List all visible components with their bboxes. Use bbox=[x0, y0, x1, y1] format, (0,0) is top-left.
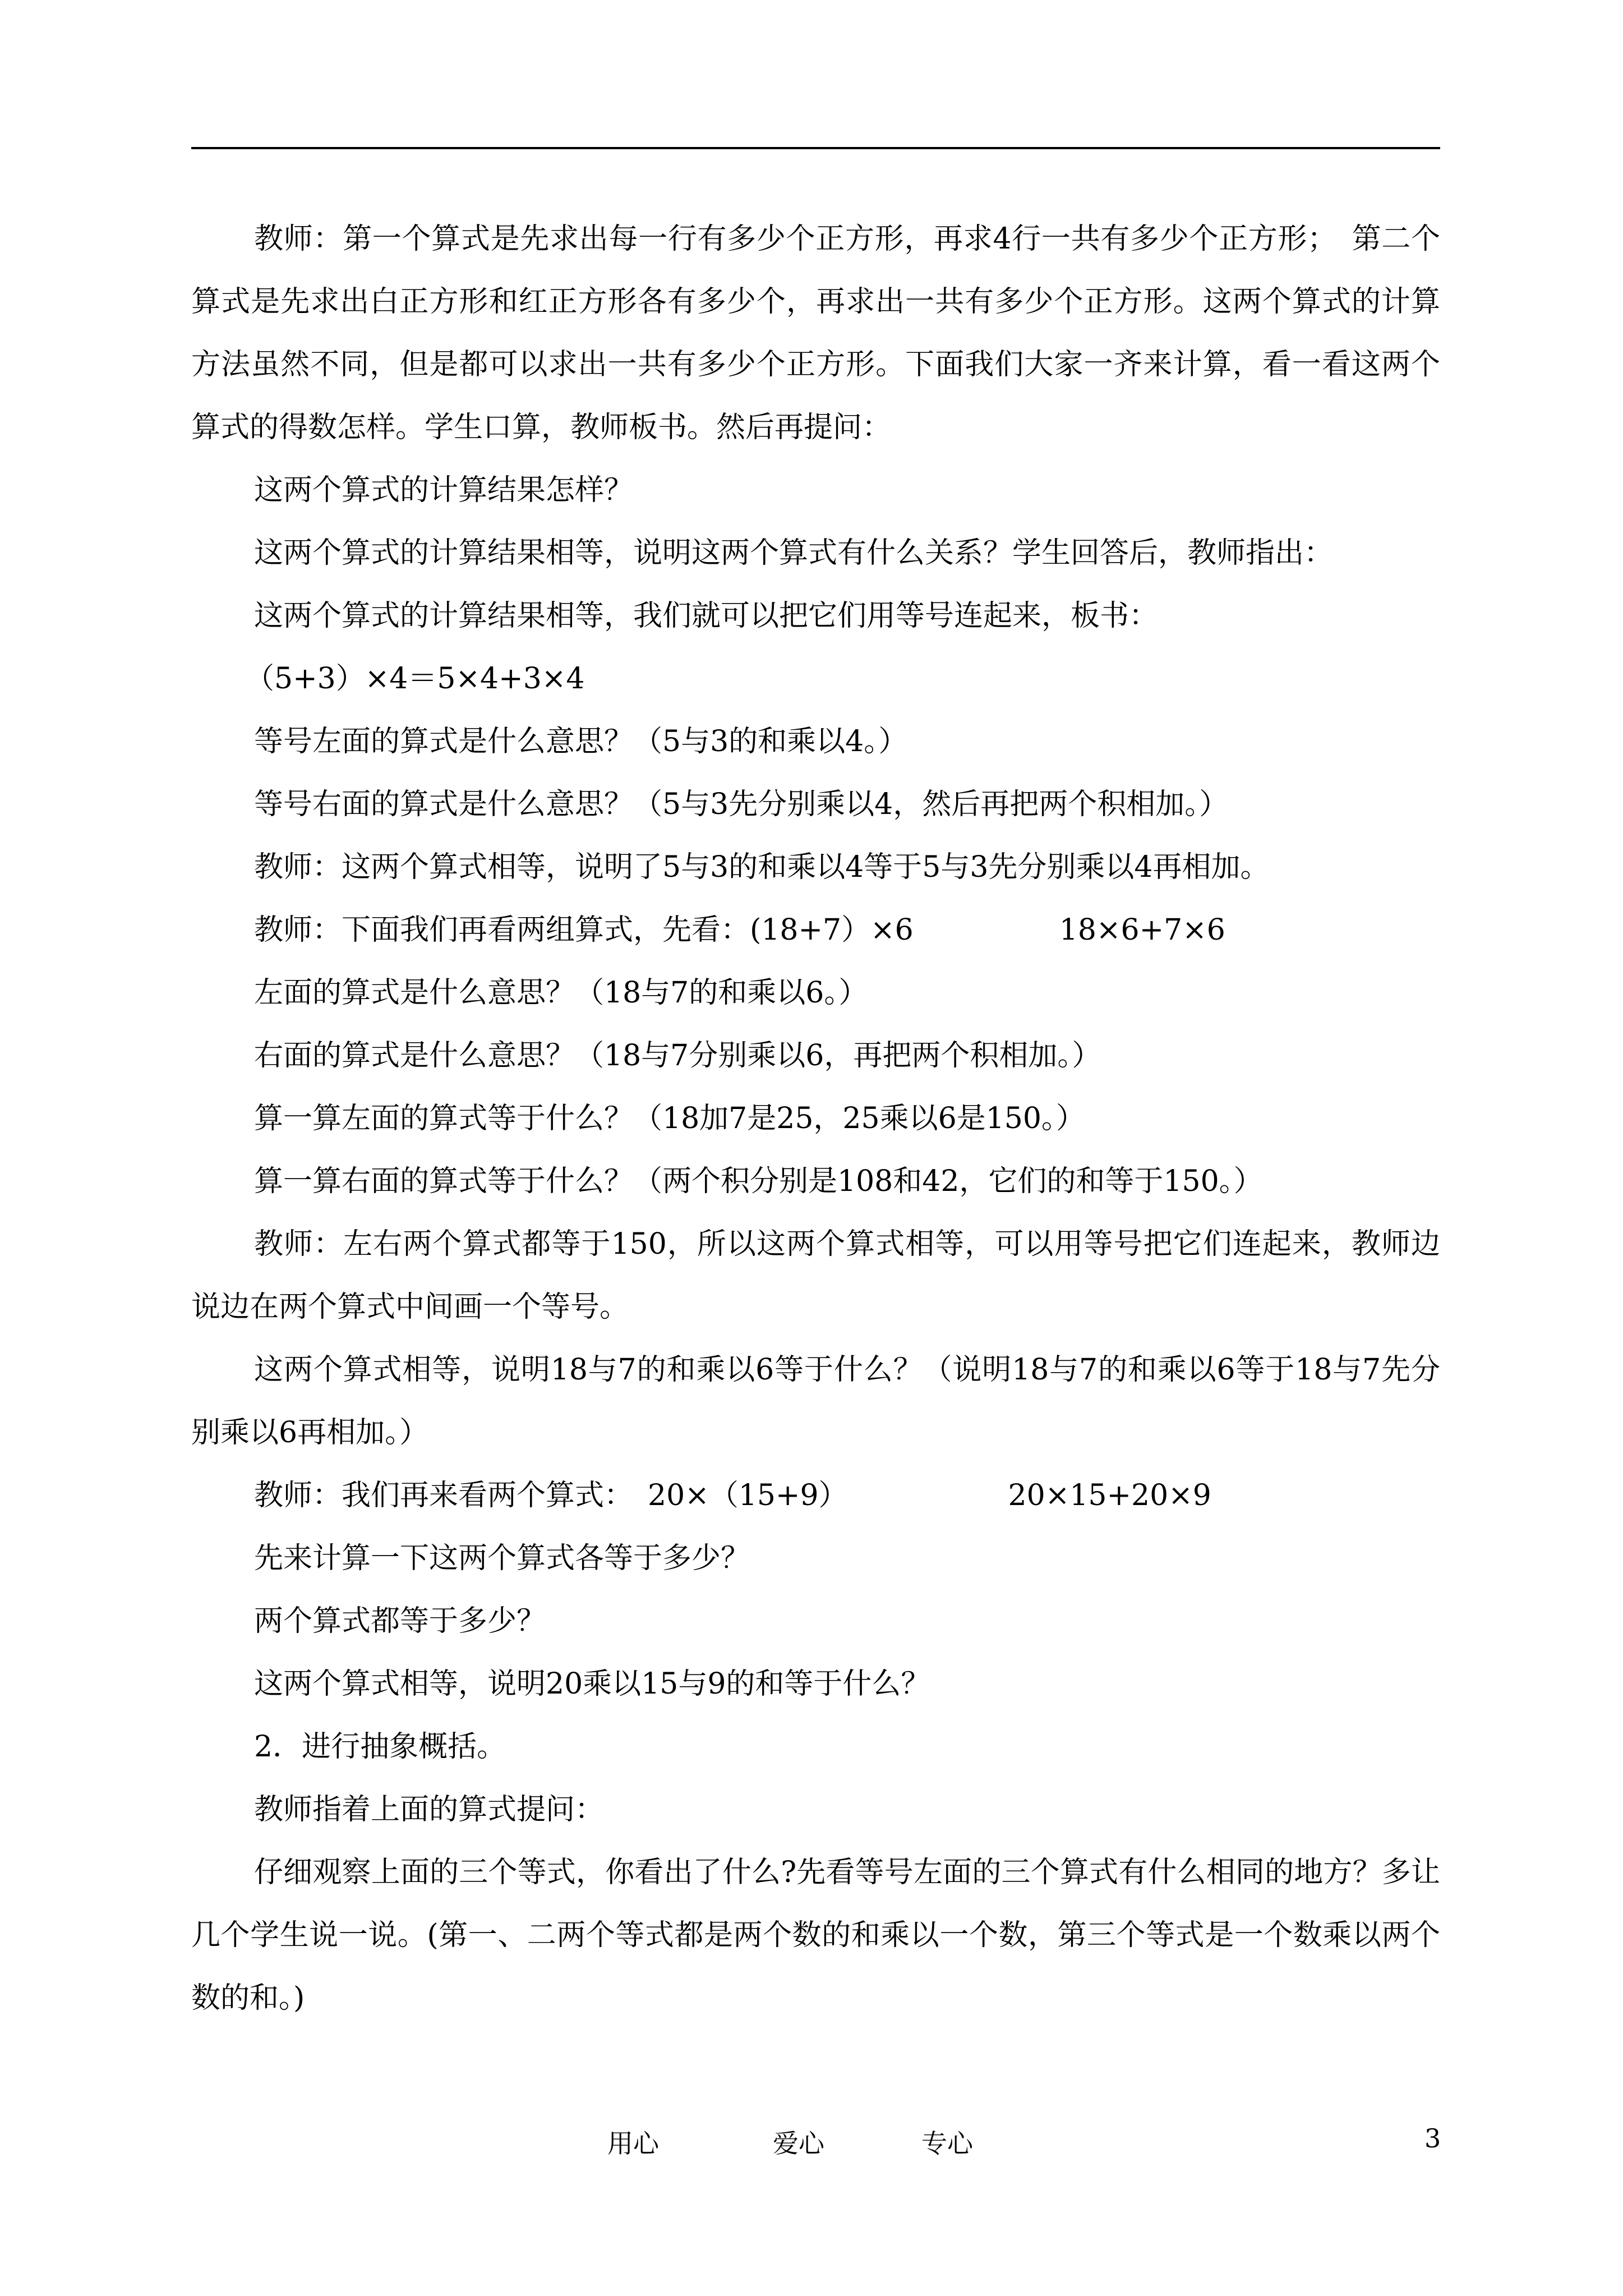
paragraph: 先来计算一下这两个算式各等于多少？ bbox=[254, 1542, 750, 1575]
paragraph: 等号左面的算式是什么意思？（5与3的和乘以4。） bbox=[254, 725, 908, 758]
paragraph: 等号右面的算式是什么意思？（5与3先分别乘以4，然后再把两个积相加。） bbox=[254, 788, 1229, 821]
formula-line: （5+3）×4＝5×4+3×4 bbox=[245, 662, 585, 696]
paragraph: 教师：我们再来看两个算式： 20×（15+9） 20×15+20×9 bbox=[254, 1479, 1211, 1512]
paragraph: 算一算左面的算式等于什么？（18加7是25，25乘以6是150。） bbox=[254, 1102, 1085, 1135]
section-heading: 2．进行抽象概括。 bbox=[254, 1730, 506, 1764]
footer-motto: 爱心 bbox=[773, 2128, 824, 2159]
header-rule bbox=[191, 147, 1440, 149]
paragraph: 这两个算式的计算结果相等，我们就可以把它们用等号连起来，板书： bbox=[254, 599, 1159, 633]
paragraph: 教师：第一个算式是先求出每一行有多少个正方形，再求4行一共有多少个正方形； 第二个算式是先求出白正方形和红正方形各有多少个，再求出一共有多少个正方形。这两个算式的计算方法虽然不同，但是都可以求出一共有多少个正方形。下面我们大家一齐来计算，看一看这两个算式的得数怎样。学生口算，教师板书。然后再提问： bbox=[191, 222, 1440, 444]
paragraph: 教师：这两个算式相等，说明了5与3的和乘以4等于5与3先分别乘以4再相加。 bbox=[254, 850, 1270, 884]
paragraph: 这两个算式相等，说明20乘以15与9的和等于什么？ bbox=[254, 1667, 930, 1701]
paragraph: 仔细观察上面的三个等式，你看出了什么?先看等号左面的三个算式有什么相同的地方？多让几个学生说一说。(第一、二两个等式都是两个数的和乘以一个数，第三个等式是一个数乘以两个数的和。) bbox=[191, 1856, 1440, 2015]
paragraph: 算一算右面的算式等于什么？（两个积分别是108和42，它们的和等于150。） bbox=[254, 1165, 1263, 1198]
page-footer bbox=[0, 2123, 1623, 2157]
paragraph: 这两个算式的计算结果相等，说明这两个算式有什么关系？学生回答后，教师指出： bbox=[254, 536, 1334, 570]
footer-motto: 用心 bbox=[607, 2128, 659, 2159]
footer-motto: 专心 bbox=[921, 2128, 973, 2159]
document-body bbox=[191, 208, 1440, 2030]
paragraph: 教师指着上面的算式提问： bbox=[254, 1793, 605, 1826]
page-number: 3 bbox=[1424, 2123, 1441, 2154]
paragraph: 左面的算式是什么意思？（18与7的和乘以6。） bbox=[254, 976, 868, 1010]
paragraph: 这两个算式的计算结果怎样？ bbox=[254, 473, 634, 507]
paragraph: 两个算式都等于多少？ bbox=[254, 1604, 546, 1638]
paragraph: 教师：左右两个算式都等于150，所以这两个算式相等，可以用等号把它们连起来，教师边说边在两个算式中间画一个等号。 bbox=[191, 1227, 1440, 1324]
paragraph: 右面的算式是什么意思？（18与7分别乘以6，再把两个积相加。） bbox=[254, 1039, 1101, 1073]
paragraph: 教师：下面我们再看两组算式，先看：(18+7）×6 18×6+7×6 bbox=[254, 913, 1225, 947]
paragraph: 这两个算式相等，说明18与7的和乘以6等于什么？（说明18与7的和乘以6等于18与7先分别乘以6再相加。） bbox=[191, 1353, 1440, 1450]
